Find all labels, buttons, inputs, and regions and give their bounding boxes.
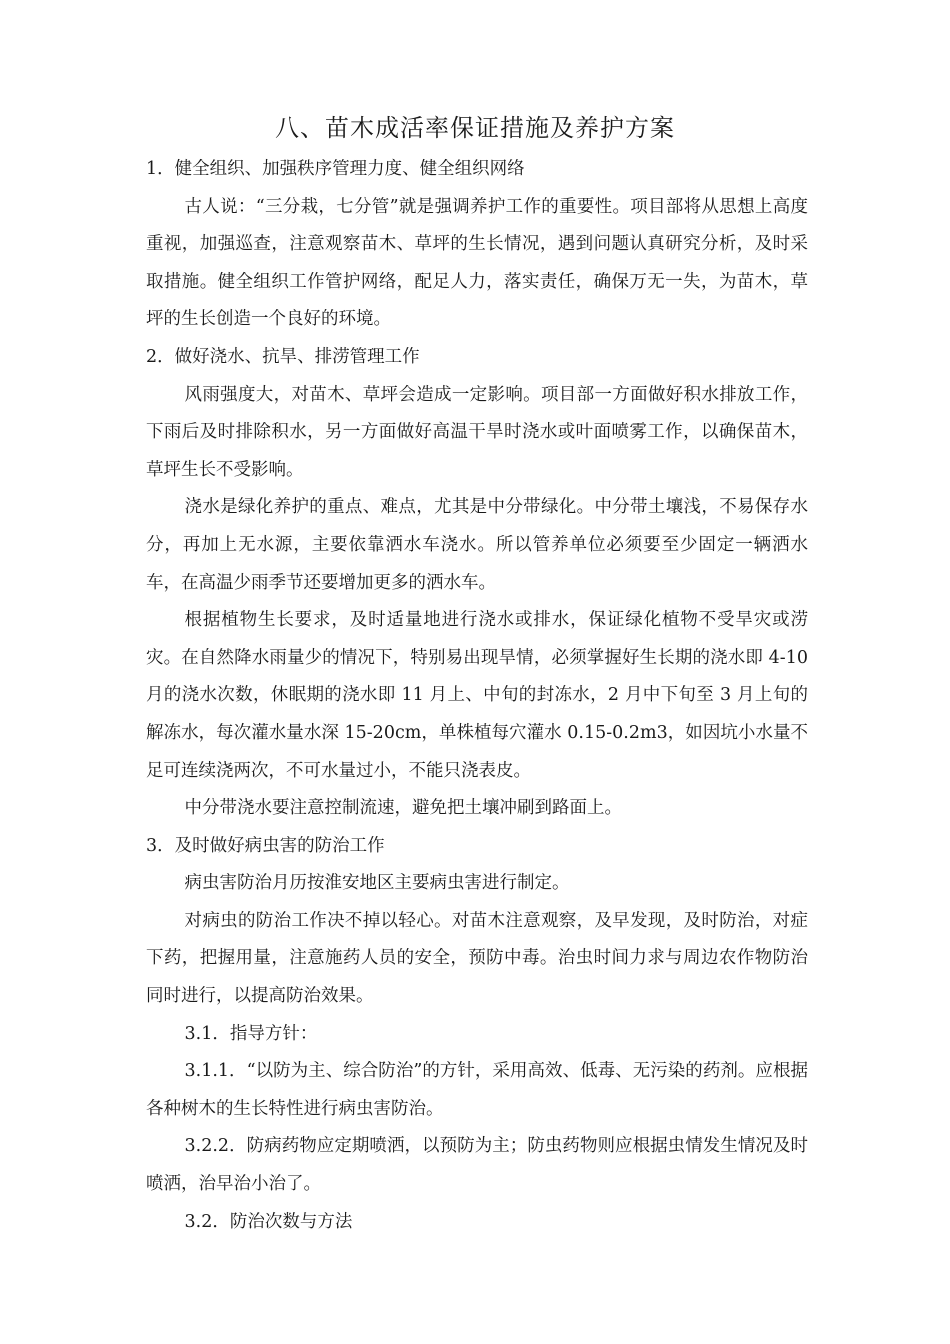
document-body (146, 151, 808, 1241)
subsection-heading: 3.2．防治次数与方法 (184, 1211, 353, 1232)
paragraph: 古人说：“三分栽，七分管”就是强调养护工作的重要性。项目部将从思想上高度重视，加强巡查，注意观察苗木、草坪的生长情况，遇到问题认真研究分析，及时采取措施。健全组织工作管护网络，配足人力，落实责任，确保万无一失，为苗木，草坪的生长创造一个良好的环境。 (146, 196, 808, 330)
paragraph: 3.1.1．“以防为主、综合防治”的方针，采用高效、低毒、无污染的药剂。应根据各种树木的生长特性进行病虫害防治。 (146, 1061, 808, 1119)
section-heading: 2．做好浇水、抗旱、排涝管理工作 (146, 346, 420, 367)
subsection-heading: 3.1．指导方针： (184, 1023, 318, 1044)
paragraph: 中分带浇水要注意控制流速，避免把土壤冲刷到路面上。 (184, 798, 622, 819)
paragraph: 3.2.2．防病药物应定期喷洒，以预防为主；防虫药物则应根据虫情发生情况及时喷洒，治早治小治了。 (146, 1136, 808, 1195)
section-heading: 3．及时做好病虫害的防治工作 (146, 835, 385, 856)
paragraph: 病虫害防治月历按淮安地区主要病虫害进行制定。 (184, 873, 570, 894)
document-title: 八、苗木成活率保证措施及养护方案 (275, 114, 675, 142)
paragraph: 风雨强度大，对苗木、草坪会造成一定影响。项目部一方面做好积水排放工作，下雨后及时排除积水，另一方面做好高温干旱时浇水或叶面喷雾工作，以确保苗木，草坪生长不受影响。 (146, 384, 808, 480)
paragraph: 根据植物生长要求，及时适量地进行浇水或排水，保证绿化植物不受旱灾或涝灾。在自然降水雨量少的情况下，特别易出现旱情，必须掌握好生长期的浇水即 4-10 月的浇水次数，休眠期的浇水即 11 月上、中旬的封冻水，2 月中下旬至 3 月上旬的解冻水，每次灌水量水深 15-20cm，单株植每穴灌水 0.15-0.2m3，如因坑小水量不足可连续浇两次，不可水量过小，不能只浇表皮。 (146, 610, 808, 781)
section-heading: 1．健全组织、加强秩序管理力度、健全组织网络 (146, 159, 525, 179)
paragraph: 对病虫的防治工作决不掉以轻心。对苗木注意观察，及早发现，及时防治，对症下药，把握用量，注意施药人员的安全，预防中毒。治虫时间力求与周边农作物防治同时进行，以提高防治效果。 (146, 910, 808, 1007)
paragraph: 浇水是绿化养护的重点、难点，尤其是中分带绿化。中分带土壤浅，不易保存水分，再加上无水源，主要依靠洒水车浇水。所以管养单位必须要至少固定一辆洒水车，在高温少雨季节还要增加更多的洒水车。 (146, 497, 808, 593)
